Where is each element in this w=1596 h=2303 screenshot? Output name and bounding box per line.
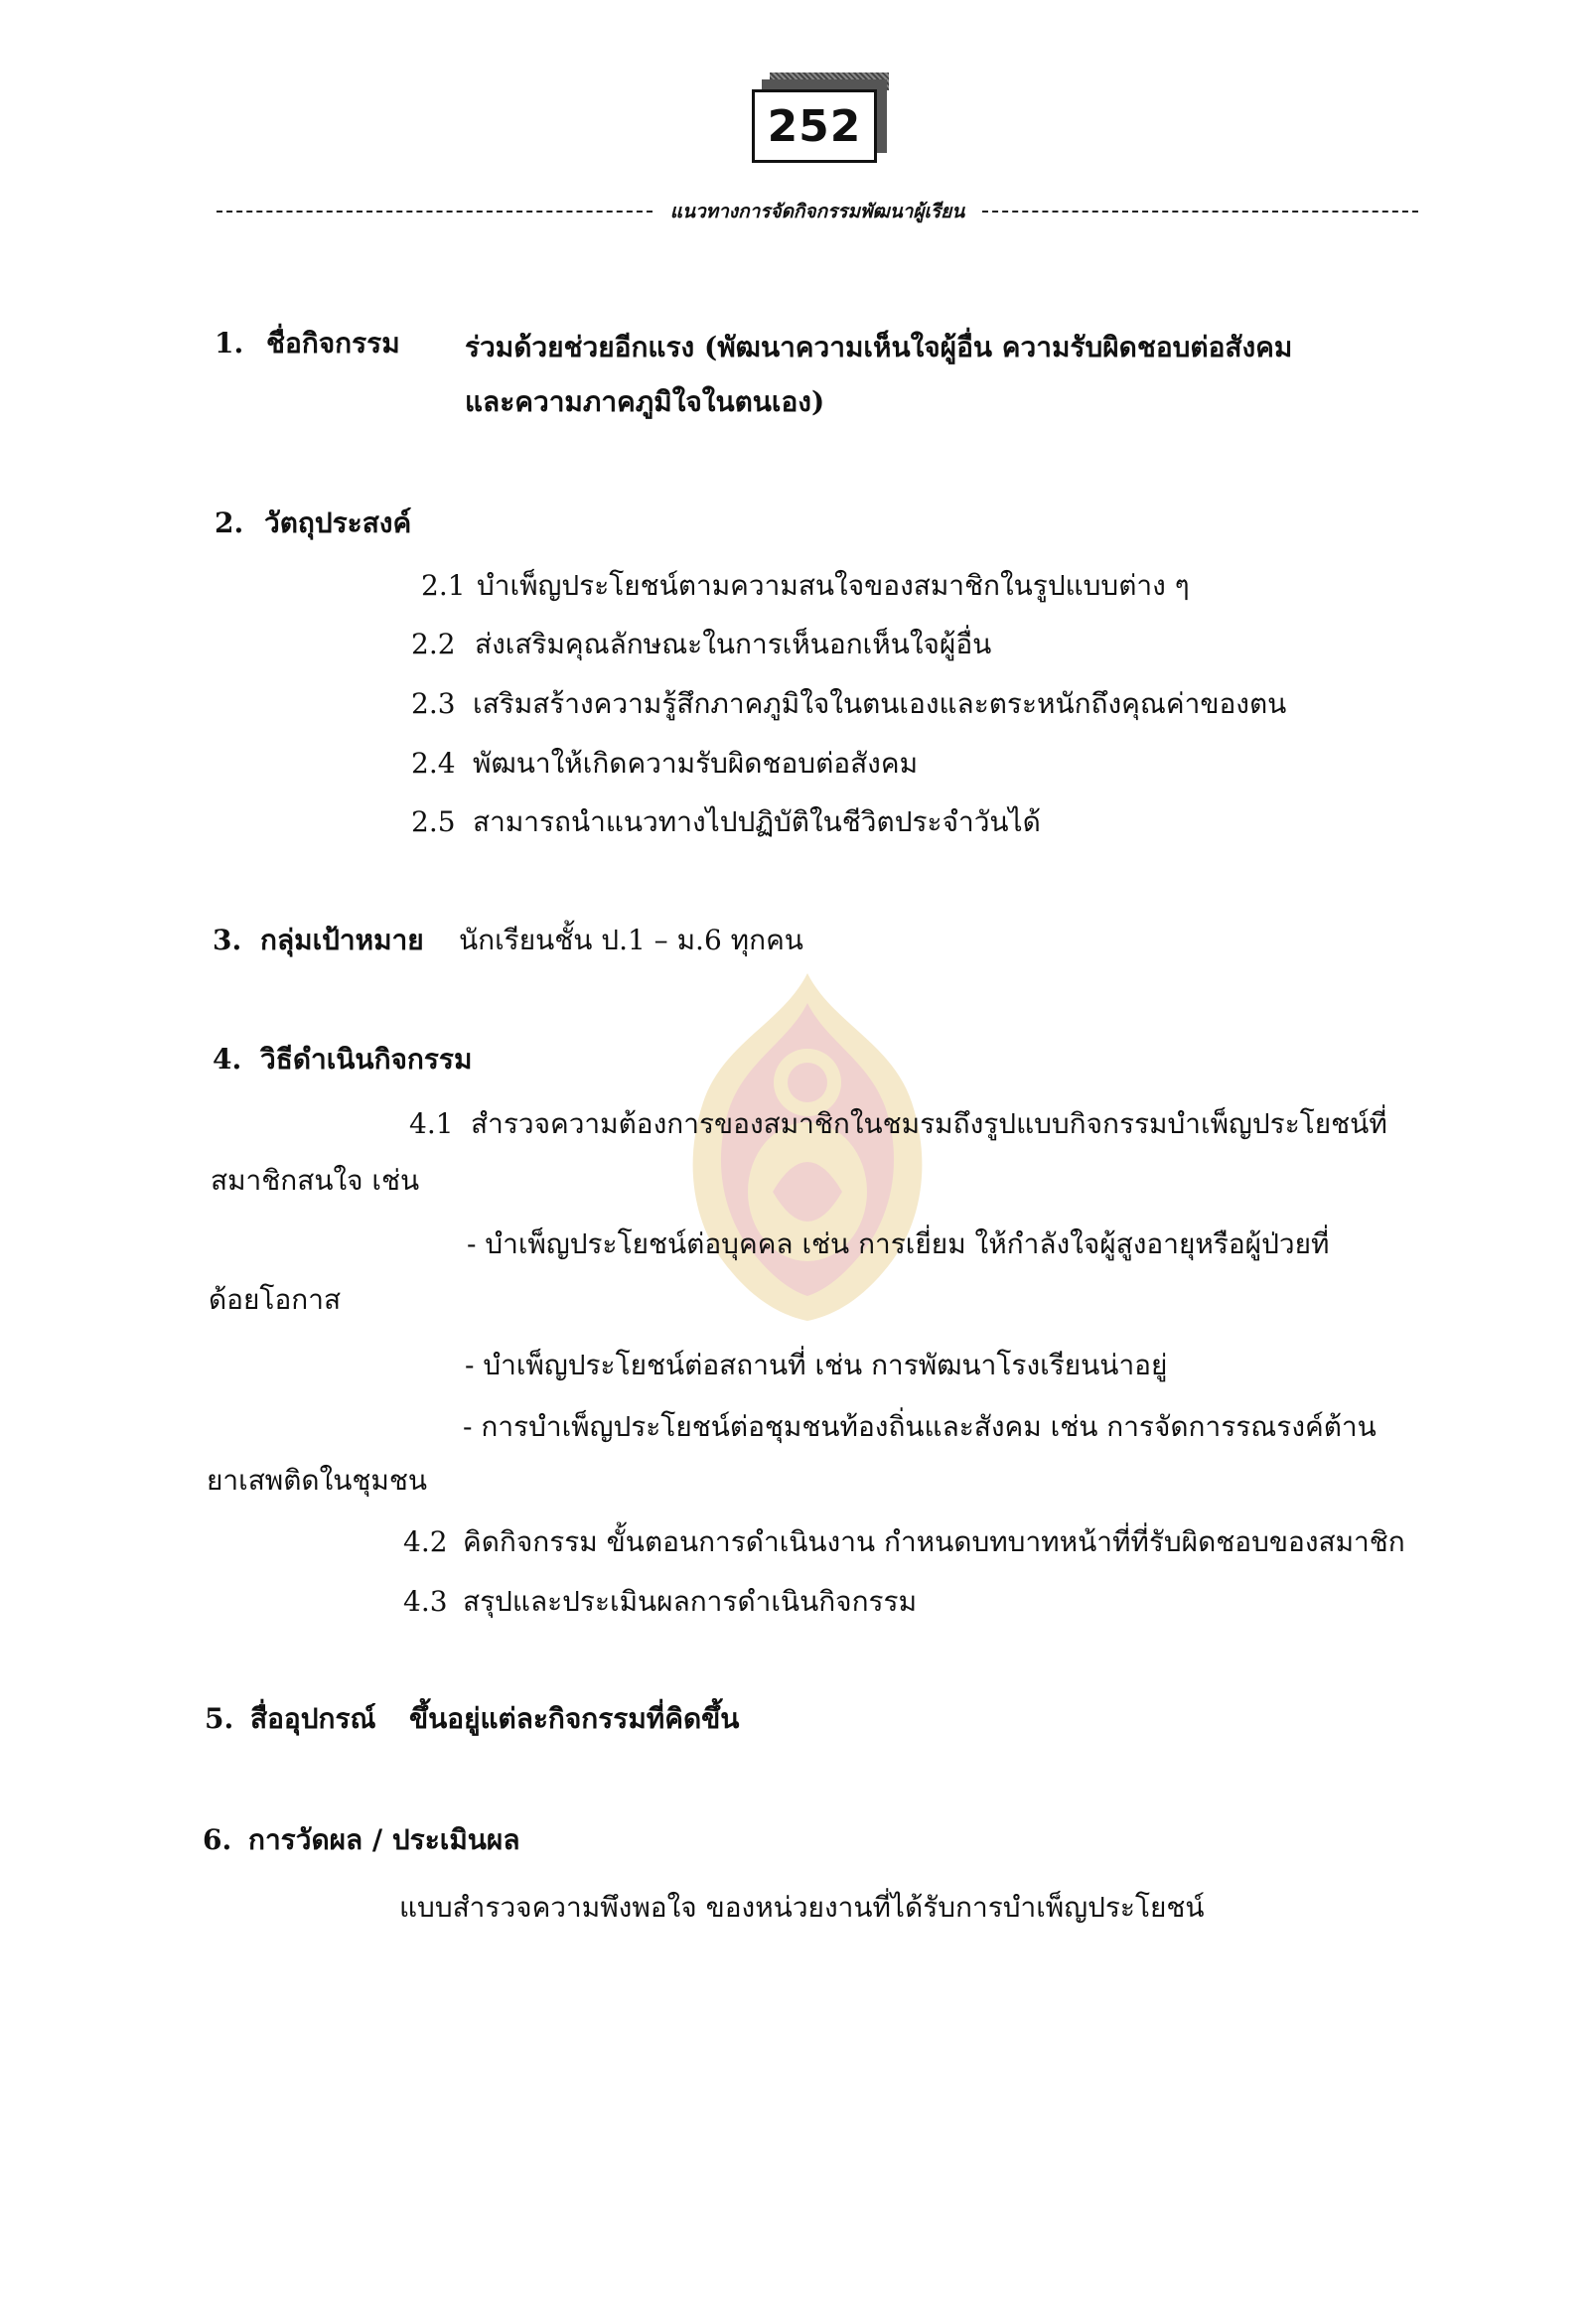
objective-2-3-number: 2.3 — [411, 687, 456, 720]
section-1-title-line1: ร่วมด้วยช่วยอีกแรง (พัฒนาความเห็นใจผู้อื่น ความรับผิดชอบต่อสังคม — [465, 331, 1293, 363]
section-5-number: 5. — [205, 1702, 234, 1735]
bullet-community-line1: - การบำเพ็ญประโยชน์ต่อชุมชนท้องถิ่นและสังคม เช่น การจัดการรณรงค์ต้าน — [463, 1410, 1377, 1443]
objective-2-2-number: 2.2 — [411, 628, 456, 660]
step-4-3-number: 4.3 — [403, 1585, 448, 1618]
section-5-label: สื่ออุปกรณ์ — [250, 1702, 376, 1735]
step-4-1-line1: สำรวจความต้องการของสมาชิกในชมรมถึงรูปแบบกิจกรรมบำเพ็ญประโยชน์ที่ — [471, 1107, 1387, 1140]
section-5-value: ขึ้นอยู่แต่ละกิจกรรมที่คิดขึ้น — [409, 1702, 740, 1735]
bullet-community-line2: ยาเสพติดในชุมชน — [207, 1464, 428, 1497]
section-6-value: แบบสำรวจความพึงพอใจ ของหน่วยงานที่ได้รับการบำเพ็ญประโยชน์ — [399, 1891, 1205, 1924]
objective-2-4-number: 2.4 — [411, 747, 456, 780]
section-2-number: 2. — [215, 506, 244, 539]
section-6-number: 6. — [203, 1823, 232, 1856]
header-dash-right — [982, 211, 1418, 213]
page-number-shadow — [770, 72, 889, 90]
emblem-watermark-icon — [663, 963, 951, 1331]
section-1-title-line2: และความภาคภูมิใจในตนเอง) — [465, 385, 825, 418]
objective-2-4-text: พัฒนาให้เกิดความรับผิดชอบต่อสังคม — [473, 747, 919, 780]
section-2-label: วัตถุประสงค์ — [264, 506, 412, 539]
step-4-1-number: 4.1 — [409, 1107, 454, 1140]
bullet-person-line1: - บำเพ็ญประโยชน์ต่อบุคคล เช่น การเยี่ยม ให้กำลังใจผู้สูงอายุหรือผู้ป่วยที่ — [467, 1227, 1330, 1260]
header-dash-left — [217, 211, 653, 213]
section-1-number: 1. — [215, 327, 244, 360]
bullet-place: - บำเพ็ญประโยชน์ต่อสถานที่ เช่น การพัฒนาโรงเรียนน่าอยู่ — [465, 1349, 1168, 1381]
section-3-label: กลุ่มเป้าหมาย — [260, 924, 424, 956]
section-3-number: 3. — [213, 924, 242, 956]
bullet-person-line2: ด้อยโอกาส — [209, 1283, 342, 1316]
header-title: แนวทางการจัดกิจกรรมพัฒนาผู้เรียน — [669, 201, 965, 222]
objective-2-5-number: 2.5 — [411, 805, 456, 838]
section-4-number: 4. — [213, 1043, 242, 1076]
page-number: 252 — [752, 89, 877, 163]
running-header — [217, 197, 1418, 226]
section-6-label: การวัดผล / ประเมินผล — [248, 1823, 520, 1856]
section-1-label: ชื่อกิจกรรม — [266, 327, 400, 360]
step-4-3-text: สรุปและประเมินผลการดำเนินกิจกรรม — [463, 1585, 918, 1618]
objective-2-3-text: เสริมสร้างความรู้สึกภาคภูมิใจในตนเองและตระหนักถึงคุณค่าของตน — [473, 687, 1287, 720]
step-4-1-line2: สมาชิกสนใจ เช่น — [211, 1164, 420, 1197]
step-4-2-number: 4.2 — [403, 1525, 448, 1558]
section-4-label: วิธีดำเนินกิจกรรม — [260, 1043, 473, 1076]
objective-2-1-number: 2.1 — [421, 569, 466, 602]
objective-2-1-text: บำเพ็ญประโยชน์ตามความสนใจของสมาชิกในรูปแบบต่าง ๆ — [477, 569, 1190, 602]
objective-2-2-text: ส่งเสริมคุณลักษณะในการเห็นอกเห็นใจผู้อื่น — [475, 628, 992, 660]
section-3-value: นักเรียนชั้น ป.1 – ม.6 ทุกคน — [459, 924, 803, 956]
objective-2-5-text: สามารถนำแนวทางไปปฏิบัติในชีวิตประจำวันได้ — [473, 805, 1041, 838]
step-4-2-text: คิดกิจกรรม ขั้นตอนการดำเนินงาน กำหนดบทบาทหน้าที่ที่รับผิดชอบของสมาชิก — [463, 1525, 1405, 1558]
